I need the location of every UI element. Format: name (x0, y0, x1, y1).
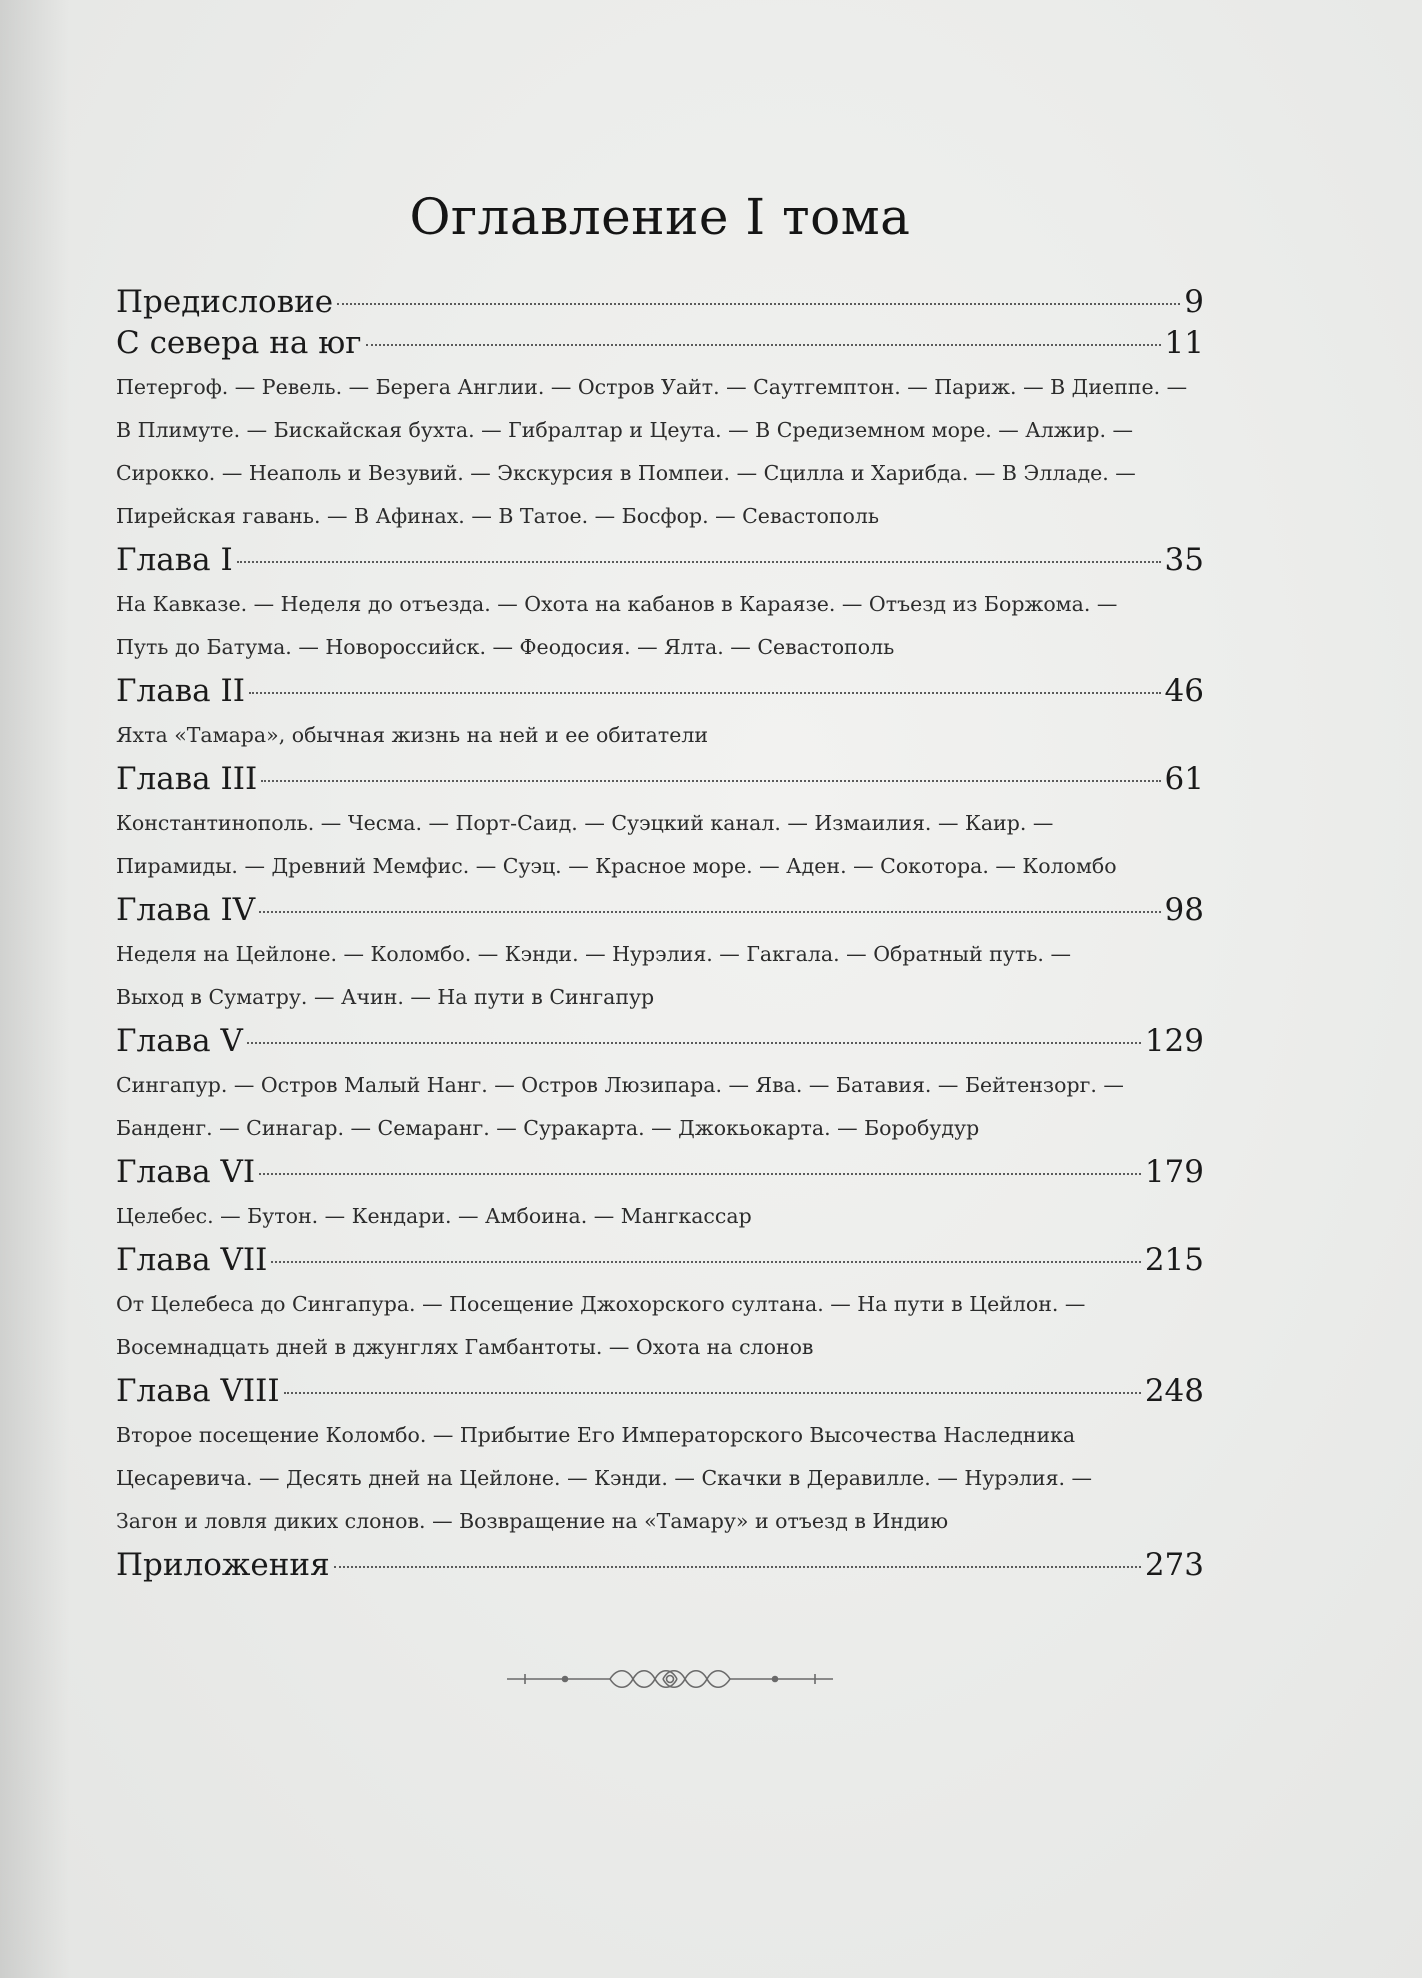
toc-entry-title: Глава V (116, 1023, 243, 1059)
toc-entry-title: Предисловие (116, 284, 334, 320)
description-line: Выход в Суматру. — Ачин. — На пути в Сингапур (116, 985, 655, 1009)
table-of-contents (116, 282, 1204, 1586)
toc-page-number: 9 (1184, 284, 1204, 320)
toc-entry (116, 890, 1204, 931)
description-line: Целебес. — Бутон. — Кендари. — Амбоина. — Мангкассар (116, 1204, 752, 1228)
dot-leader (259, 1173, 1141, 1175)
dot-leader (247, 1042, 1141, 1044)
description-line: Путь до Батума. — Новороссийск. — Феодосия. — Ялта. — Севастополь (116, 635, 895, 659)
toc-entry (116, 1371, 1204, 1412)
toc-page-number: 179 (1144, 1154, 1204, 1190)
description-line: Второе посещение Коломбо. — Прибытие Его Императорского Высочества Наследника (116, 1423, 1076, 1447)
toc-entry-title: Глава VI (116, 1154, 256, 1190)
description-line: Петергоф. — Ревель. — Берега Англии. — Остров Уайт. — Саутгемптон. — Париж. — В Диеппе. — (116, 375, 1188, 399)
description-line: В Плимуте. — Бискайская бухта. — Гибралтар и Цеута. — В Средиземном море. — Алжир. — (116, 418, 1133, 442)
dot-leader (337, 303, 1180, 305)
toc-entry-description (116, 1283, 1204, 1369)
description-line: Банденг. — Синагар. — Семаранг. — Суракарта. — Джокьокарта. — Боробудур (116, 1116, 980, 1140)
description-line: На Кавказе. — Неделя до отъезда. — Охота на кабанов в Караязе. — Отъезд из Боржома. — (116, 592, 1118, 616)
scroll-divider-icon (505, 1662, 835, 1696)
toc-page-number: 215 (1144, 1242, 1204, 1278)
toc-entry (116, 1240, 1204, 1281)
toc-page-number: 11 (1164, 325, 1204, 361)
dot-leader (271, 1261, 1140, 1263)
description-line: Пирамиды. — Древний Мемфис. — Суэц. — Красное море. — Аден. — Сокотора. — Коломбо (116, 854, 1117, 878)
dot-leader (334, 1566, 1141, 1568)
description-line: Восемнадцать дней в джунглях Гамбантоты. — Охота на слонов (116, 1335, 814, 1359)
toc-entry-description (116, 714, 1204, 757)
description-line: От Целебеса до Сингапура. — Посещение Джохорского султана. — На пути в Цейлон. — (116, 1292, 1086, 1316)
toc-entry (116, 1152, 1204, 1193)
dot-leader (366, 344, 1161, 346)
toc-entry-title: С севера на юг (116, 325, 362, 361)
description-line: Сирокко. — Неаполь и Везувий. — Экскурсия в Помпеи. — Сцилла и Харибда. — В Элладе. — (116, 461, 1136, 485)
description-line: Яхта «Тамара», обычная жизнь на ней и ее обитатели (116, 723, 709, 747)
description-line: Пирейская гавань. — В Афинах. — В Татое. — Босфор. — Севастополь (116, 504, 880, 528)
description-line: Цесаревича. — Десять дней на Цейлоне. — Кэнди. — Скачки в Деравилле. — Нурэлия. — (116, 1466, 1093, 1490)
toc-entry-title: Приложения (116, 1547, 330, 1583)
toc-entry-title: Глава III (116, 761, 258, 797)
toc-entry-description (116, 933, 1204, 1019)
description-line: Сингапур. — Остров Малый Нанг. — Остров Люзипара. — Ява. — Батавия. — Бейтензорг. — (116, 1073, 1124, 1097)
toc-page-number: 273 (1144, 1547, 1204, 1583)
toc-entry-title: Глава VII (116, 1242, 268, 1278)
toc-entry (116, 323, 1204, 364)
toc-entry (116, 282, 1204, 323)
toc-entry-description (116, 1195, 1204, 1238)
toc-page-number: 35 (1164, 542, 1204, 578)
toc-page-number: 129 (1144, 1023, 1204, 1059)
toc-entry (116, 1545, 1204, 1586)
toc-entry-description (116, 1414, 1204, 1543)
description-line: Неделя на Цейлоне. — Коломбо. — Кэнди. — Нурэлия. — Гакгала. — Обратный путь. — (116, 942, 1071, 966)
dot-leader (249, 692, 1161, 694)
toc-entry-title: Глава II (116, 673, 245, 709)
toc-entry (116, 1021, 1204, 1062)
toc-entry-description (116, 366, 1204, 538)
dot-leader (261, 780, 1160, 782)
toc-entry-description (116, 583, 1204, 669)
dot-leader (237, 561, 1161, 563)
description-line: Константинополь. — Чесма. — Порт-Саид. — Суэцкий канал. — Измаилия. — Каир. — (116, 811, 1054, 835)
toc-page-number: 61 (1164, 761, 1204, 797)
toc-entry (116, 540, 1204, 581)
toc-entry-title: Глава VIII (116, 1373, 280, 1409)
toc-entry-title: Глава I (116, 542, 233, 578)
dot-leader (284, 1392, 1141, 1394)
page-title: Оглавление I тома (409, 188, 911, 246)
toc-entry-description (116, 1064, 1204, 1150)
toc-entry (116, 671, 1204, 712)
toc-page-number: 98 (1164, 892, 1204, 928)
dot-leader (259, 911, 1160, 913)
toc-entry (116, 759, 1204, 800)
toc-entry-title: Глава IV (116, 892, 256, 928)
toc-page-number: 248 (1144, 1373, 1204, 1409)
toc-page-number: 46 (1164, 673, 1204, 709)
toc-entry-description (116, 802, 1204, 888)
description-line: Загон и ловля диких слонов. — Возвращение на «Тамару» и отъезд в Индию (116, 1509, 949, 1533)
